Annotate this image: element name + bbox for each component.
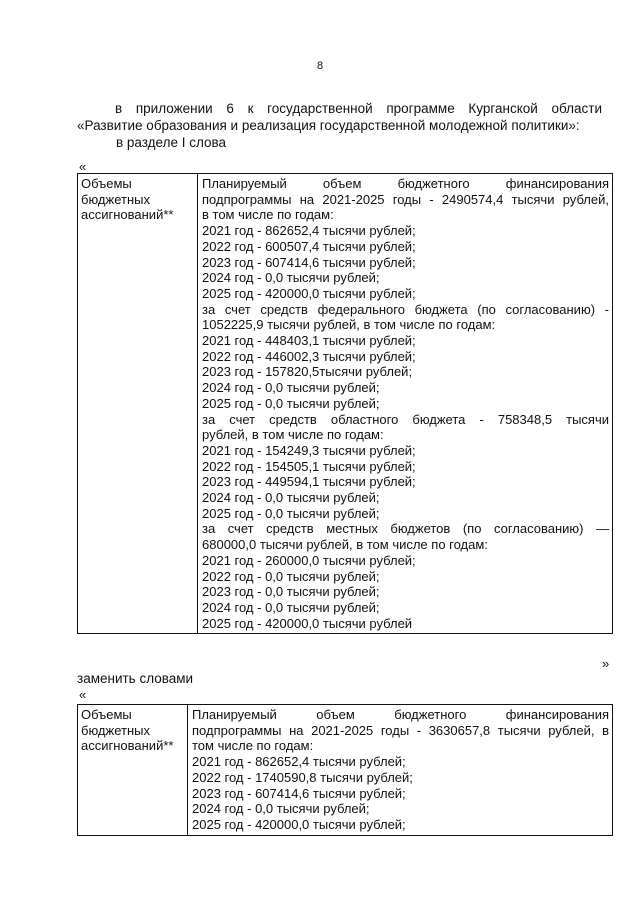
label-line: ассигнований**	[81, 207, 174, 223]
content-line: 2021 год - 862652,4 тысячи рублей;	[192, 754, 406, 770]
label-line: Объемы	[81, 176, 132, 191]
budget-content-cell	[198, 174, 613, 634]
content-line: 2024 год - 0,0 тысячи рублей;	[202, 599, 380, 615]
content-line: 2022 год - 154505,1 тысячи рублей;	[202, 458, 416, 474]
content-line: 1052225,9 тысячи рублей, в том числе по годам:	[202, 317, 496, 333]
content-line: 2021 год - 154249,3 тысячи рублей;	[202, 442, 416, 458]
content-line: 2022 год - 1740590,8 тысячи рублей;	[192, 769, 413, 785]
content-line: 2021 год - 260000,0 тысячи рублей;	[202, 552, 416, 568]
content-line: за счет средств областного бюджета - 758348,5 тысячи	[202, 411, 609, 427]
content-line: за счет средств местных бюджетов (по согласованию) —	[202, 521, 609, 537]
budget-table-old	[77, 173, 613, 634]
content-line: 2024 год - 0,0 тысячи рублей;	[202, 380, 380, 396]
content-line: Планируемый объем бюджетного финансирования	[202, 176, 609, 191]
content-line: 2022 год - 600507,4 тысячи рублей;	[202, 238, 416, 254]
page-number: 8	[316, 60, 324, 72]
content-line: 2021 год - 862652,4 тысячи рублей;	[202, 223, 416, 239]
label-line: ассигнований**	[81, 738, 174, 754]
quote-open-1: «	[79, 159, 87, 174]
content-line: подпрограммы на 2021-2025 годы - 3630657,8 тысячи рублей, в	[192, 722, 609, 738]
label-line: бюджетных	[81, 722, 150, 738]
content-line: 2025 год - 420000,0 тысячи рублей;	[202, 285, 416, 301]
quote-close-1: »	[602, 656, 610, 671]
content-line: 2025 год - 420000,0 тысячи рублей	[202, 615, 413, 631]
budget-table-new	[77, 704, 613, 836]
content-line: 2023 год - 607414,6 тысячи рублей;	[202, 254, 416, 270]
intro-line-3: в разделе I слова	[116, 135, 227, 150]
content-line: 2025 год - 420000,0 тысячи рублей;	[192, 816, 406, 832]
intro-line-2: «Развитие образования и реализация государственной молодежной политики»:	[77, 118, 580, 133]
content-line: 2025 год - 0,0 тысячи рублей;	[202, 505, 380, 521]
replace-phrase: заменить словами	[77, 671, 194, 686]
content-line: 2023 год - 0,0 тысячи рублей;	[202, 584, 380, 600]
content-line: 2023 год - 607414,6 тысячи рублей;	[192, 785, 406, 801]
content-line: том числе по годам:	[192, 738, 314, 754]
content-line: 2024 год - 0,0 тысячи рублей;	[202, 270, 380, 286]
content-line: 2022 год - 446002,3 тысячи рублей;	[202, 348, 416, 364]
content-line: Планируемый объем бюджетного финансирования	[192, 707, 609, 722]
quote-open-2: «	[79, 687, 87, 702]
content-line: 2024 год - 0,0 тысячи рублей;	[192, 801, 370, 817]
label-line: бюджетных	[81, 191, 150, 207]
content-line: 2025 год - 0,0 тысячи рублей;	[202, 395, 380, 411]
budget-content-cell	[188, 705, 613, 836]
content-line: 2022 год - 0,0 тысячи рублей;	[202, 568, 380, 584]
content-line: рублей, в том числе по годам:	[202, 427, 384, 443]
content-line: 2023 год - 157820,5тысячи рублей;	[202, 364, 413, 380]
content-line: 680000,0 тысячи рублей, в том числе по годам:	[202, 537, 488, 553]
content-line: подпрограммы на 2021-2025 годы - 2490574,4 тысячи рублей,	[202, 191, 609, 207]
budget-label-cell	[78, 174, 198, 634]
content-line: 2021 год - 448403,1 тысячи рублей;	[202, 333, 416, 349]
content-line: 2023 год - 449594,1 тысячи рублей;	[202, 474, 416, 490]
content-line: за счет средств федерального бюджета (по согласованию) -	[202, 301, 609, 317]
content-line: в том числе по годам:	[202, 207, 334, 223]
content-line: 2024 год - 0,0 тысячи рублей;	[202, 490, 380, 506]
intro-paragraph	[77, 100, 602, 151]
budget-label-cell	[78, 705, 188, 836]
label-line: Объемы	[81, 707, 132, 722]
intro-line-1: в приложении 6 к государственной программе Курганской области	[115, 101, 602, 116]
